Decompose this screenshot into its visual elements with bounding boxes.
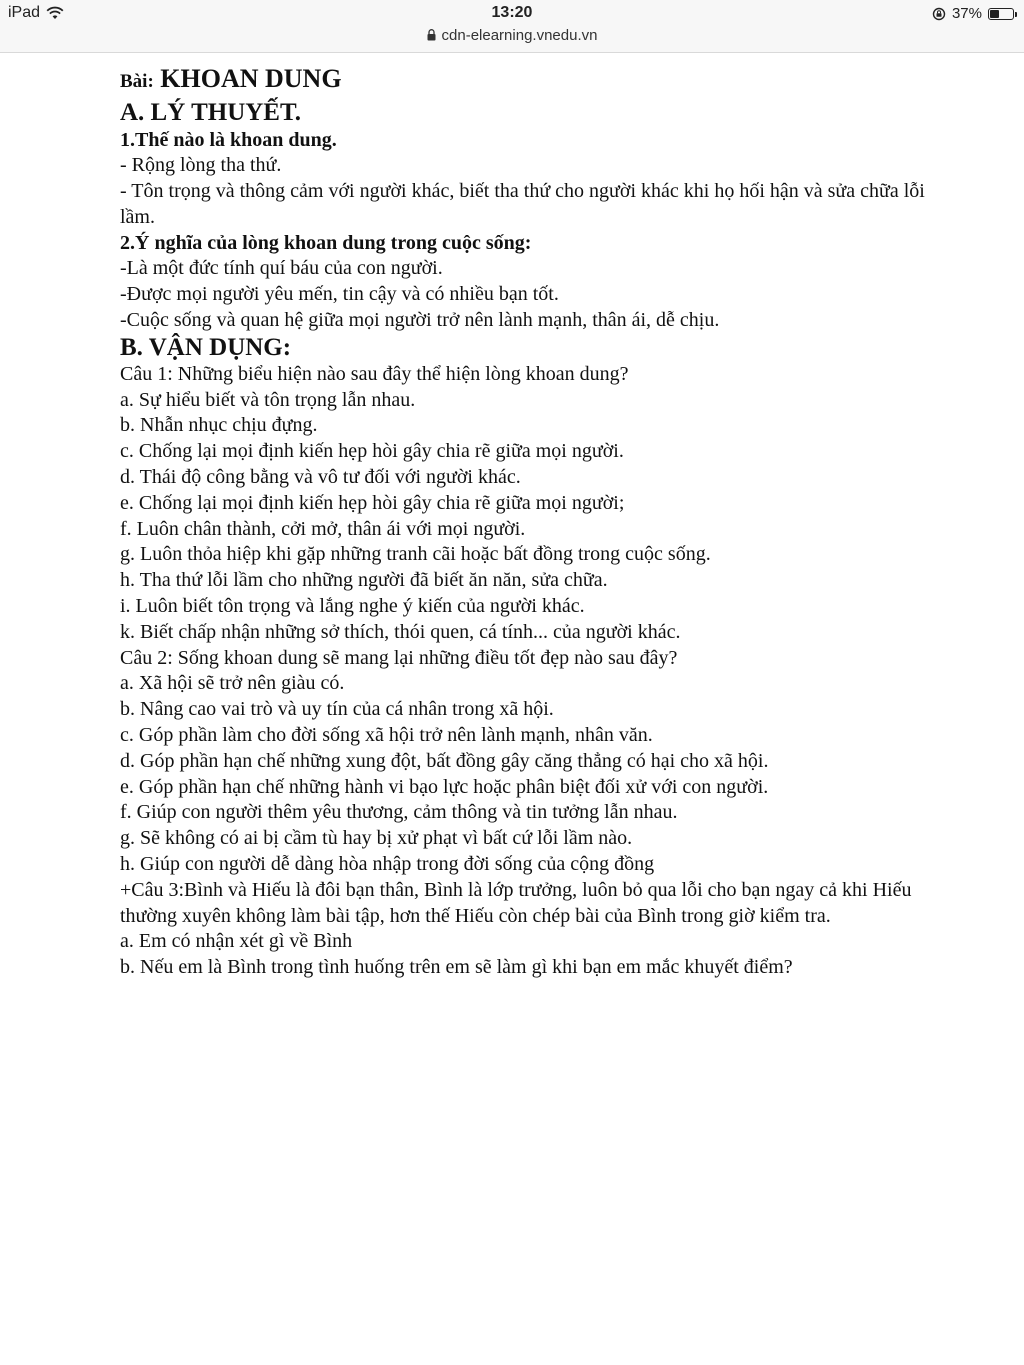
title-text: KHOAN DUNG <box>160 64 342 93</box>
q2-option: b. Nâng cao vai trò và uy tín của cá nhân trong xã hội. <box>120 698 554 721</box>
section-b-heading: B. VẬN DỤNG: <box>120 333 292 361</box>
q1-option: d. Thái độ công bằng và vô tư đối với người khác. <box>120 465 521 488</box>
definition-line: - Tôn trọng và thông cảm với người khác, biết tha thứ cho người khác khi họ hối hận và sửa chữa lỗi lầm. <box>120 179 925 228</box>
heading-meaning: 2.Ý nghĩa của lòng khoan dung trong cuộc sống: <box>120 232 532 255</box>
q3-part: b. Nếu em là Bình trong tình huống trên em sẽ làm gì khi bạn em mắc khuyết điểm? <box>120 956 793 979</box>
q1-option: i. Luôn biết tôn trọng và lắng nghe ý kiến của người khác. <box>120 594 585 617</box>
q1-option: k. Biết chấp nhận những sở thích, thói quen, cá tính... của người khác. <box>120 620 681 643</box>
document-body <box>120 62 940 981</box>
device-label: iPad <box>8 4 41 21</box>
meaning-line: -Cuộc sống và quan hệ giữa mọi người trở nên lành mạnh, thân ái, dễ chịu. <box>120 308 720 331</box>
q2-option: a. Xã hội sẽ trở nên giàu có. <box>120 672 345 695</box>
section-a-heading: A. LÝ THUYẾT. <box>120 99 302 126</box>
q1-option: h. Tha thứ lỗi lầm cho những người đã biết ăn năn, sửa chữa. <box>120 569 608 592</box>
question-1: Câu 1: Những biểu hiện nào sau đây thể hiện lòng khoan dung? <box>120 362 629 385</box>
battery-icon <box>988 8 1014 20</box>
q1-option: f. Luôn chân thành, cởi mở, thân ái với mọi người. <box>120 517 526 540</box>
q1-option: e. Chống lại mọi định kiến hẹp hòi gây chia rẽ giữa mọi người; <box>120 491 625 514</box>
lesson-title <box>120 62 940 99</box>
q2-option: c. Góp phần làm cho đời sống xã hội trở nên lành mạnh, nhân văn. <box>120 723 653 746</box>
meaning-line: -Là một đức tính quí báu của con người. <box>120 257 443 280</box>
q2-option: e. Góp phần hạn chế những hành vi bạo lực hoặc phân biệt đối xử với con người. <box>120 775 769 798</box>
status-bar <box>0 0 1024 53</box>
q3-part: a. Em có nhận xét gì về Bình <box>120 930 353 953</box>
heading-definition: 1.Thế nào là khoan dung. <box>120 129 337 151</box>
title-prefix: Bài: <box>120 71 154 92</box>
battery-percent: 37% <box>951 5 982 22</box>
lock-icon <box>427 29 436 41</box>
meaning-line: -Được mọi người yêu mến, tin cậy và có nhiều bạn tốt. <box>120 283 559 306</box>
clock: 13:20 <box>491 4 533 21</box>
status-right <box>932 5 1014 22</box>
question-2: Câu 2: Sống khoan dung sẽ mang lại những điều tốt đẹp nào sau đây? <box>120 646 678 669</box>
q2-option: g. Sẽ không có ai bị cầm tù hay bị xử phạt vì bất cứ lỗi lầm nào. <box>120 827 633 850</box>
q2-option: h. Giúp con người dễ dàng hòa nhập trong đời sống của cộng đồng <box>120 852 655 875</box>
question-3: +Câu 3:Bình và Hiếu là đôi bạn thân, Bình là lớp trưởng, luôn bỏ qua lỗi cho bạn ngay cả khi Hiếu thường xuyên không làm bài tập, hơn thế Hiếu còn chép bài của Bình trong giờ kiểm tra. <box>120 878 912 927</box>
url-text: cdn-elearning.vnedu.vn <box>441 27 598 44</box>
q2-option: f. Giúp con người thêm yêu thương, cảm thông và tin tưởng lẫn nhau. <box>120 801 678 824</box>
q1-option: b. Nhẫn nhục chịu đựng. <box>120 414 318 437</box>
orientation-lock-icon <box>932 7 946 21</box>
q1-option: g. Luôn thỏa hiệp khi gặp những tranh cãi hoặc bất đồng trong cuộc sống. <box>120 543 711 566</box>
q1-option: c. Chống lại mọi định kiến hẹp hòi gây chia rẽ giữa mọi người. <box>120 440 624 463</box>
definition-line: - Rộng lòng tha thứ. <box>120 154 282 176</box>
address-bar[interactable] <box>0 27 1024 44</box>
battery-fill <box>990 10 999 18</box>
q1-option: a. Sự hiểu biết và tôn trọng lẫn nhau. <box>120 388 416 411</box>
q2-option: d. Góp phần hạn chế những xung đột, bất đồng gây căng thẳng có hại cho xã hội. <box>120 749 769 772</box>
